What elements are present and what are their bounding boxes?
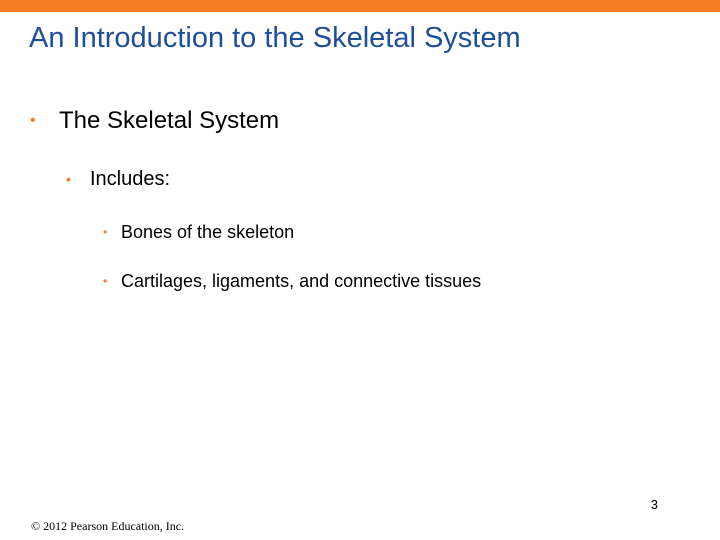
copyright-notice: © 2012 Pearson Education, Inc. xyxy=(31,519,185,533)
bullet-item-level-3 xyxy=(103,269,481,293)
bullet-item-level-1 xyxy=(30,105,279,137)
bullet-marker: • xyxy=(30,112,36,129)
bullet-text: The Skeletal System xyxy=(59,107,280,134)
bullet-marker: • xyxy=(66,171,71,187)
bullet-item-level-3 xyxy=(103,220,294,244)
bullet-marker: • xyxy=(103,274,108,288)
slide-title: An Introduction to the Skeletal System xyxy=(29,22,521,54)
bullet-item-level-2 xyxy=(66,165,170,193)
bullet-text: Bones of the skeleton xyxy=(121,222,295,242)
page-number: 3 xyxy=(650,497,658,512)
bullet-marker: • xyxy=(103,225,108,239)
top-accent-bar xyxy=(0,0,720,12)
bullet-text: Includes: xyxy=(90,168,171,190)
bullet-text: Cartilages, ligaments, and connective tissues xyxy=(121,271,482,291)
